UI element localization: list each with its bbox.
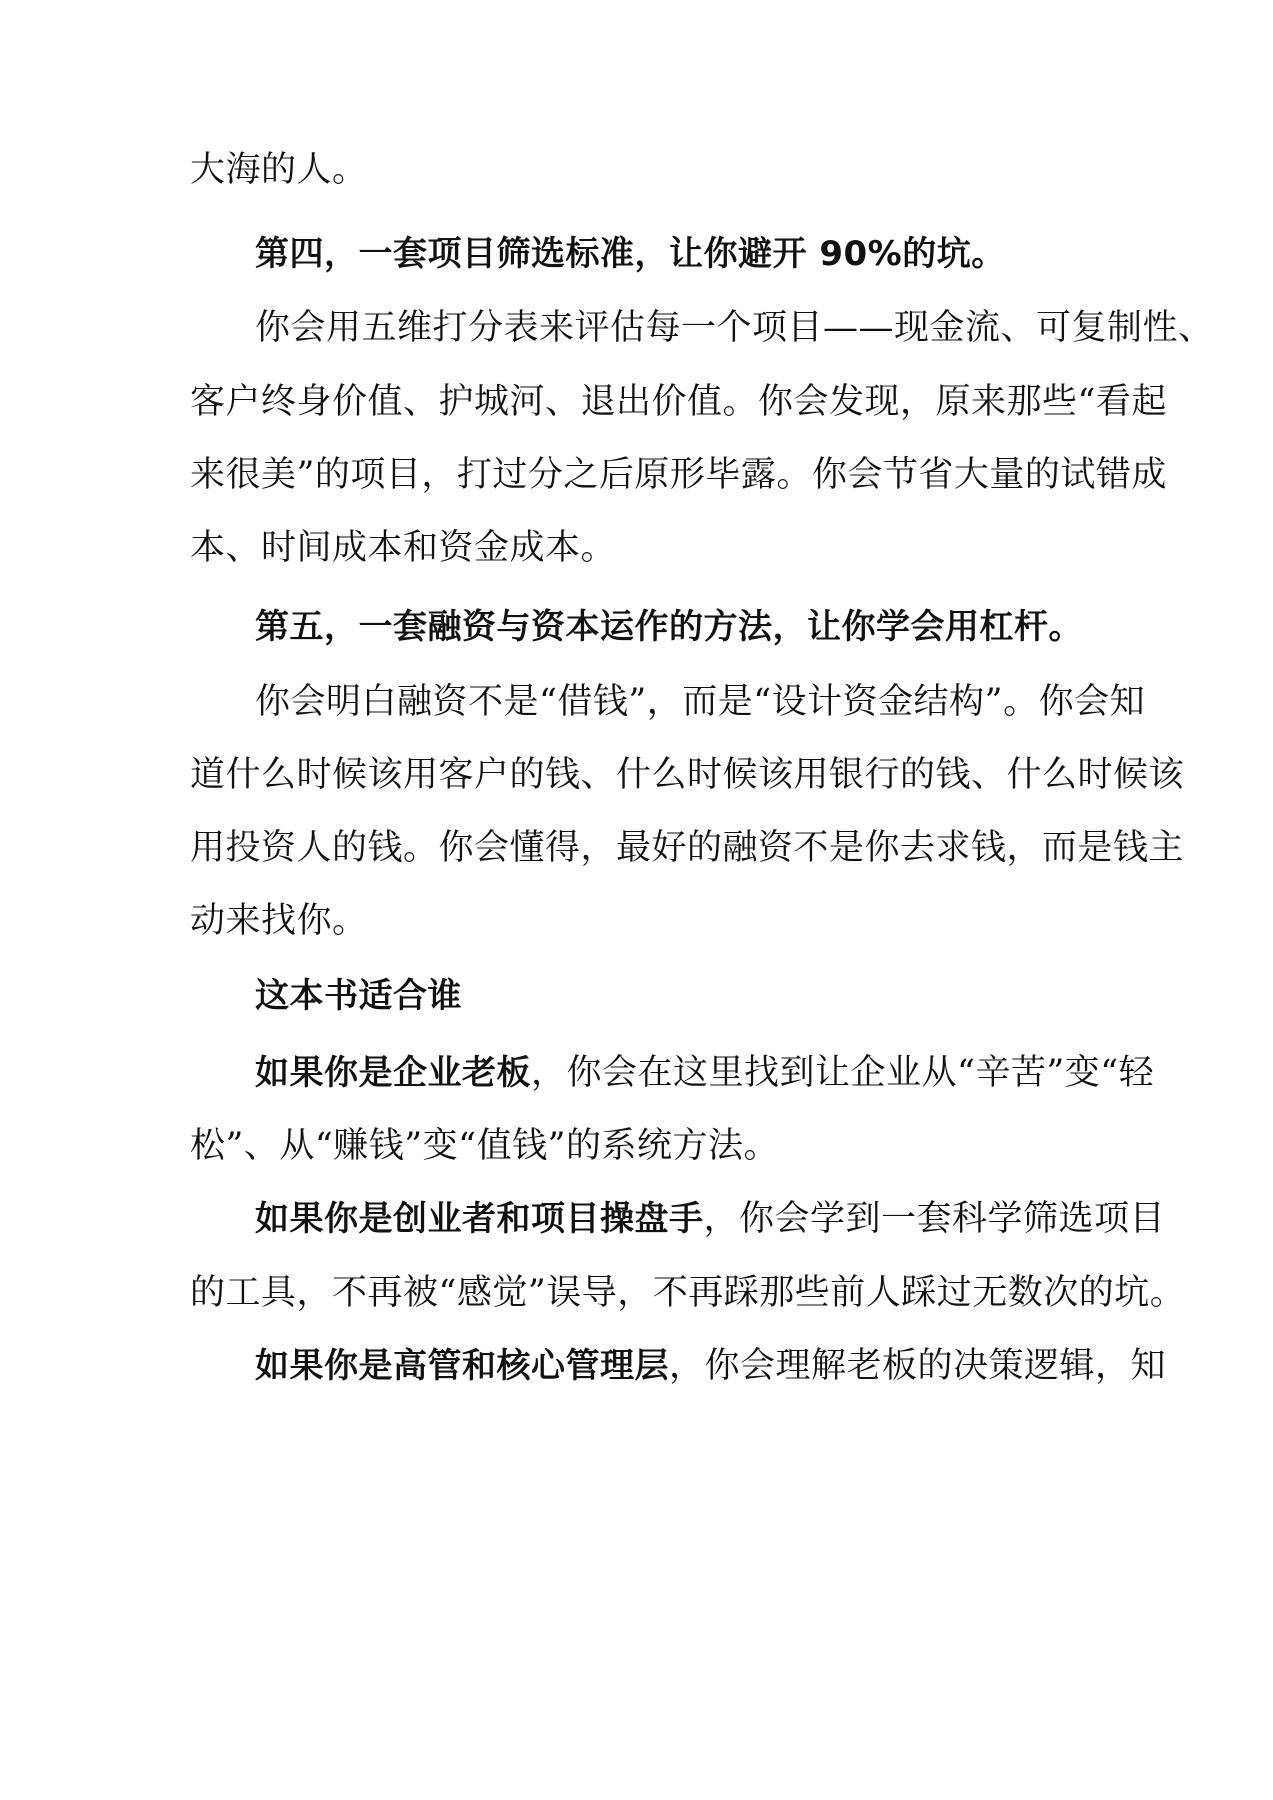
paragraph-line: 大海的人。 bbox=[190, 150, 368, 190]
section-heading-fourth: 第四，一套项目筛选标准，让你避开 90%的坑。 bbox=[255, 234, 1006, 274]
audience-text: ，你会理解老板的决策逻辑，知 bbox=[669, 1346, 1167, 1386]
audience-lead-founder: 如果你是创业者和项目操盘手 bbox=[255, 1199, 704, 1239]
paragraph-line: 来很美”的项目，打过分之后原形毕露。你会节省大量的试错成 bbox=[190, 455, 1167, 495]
paragraph-line: 的工具，不再被“感觉”误导，不再踩那些前人踩过无数次的坑。 bbox=[190, 1273, 1186, 1313]
audience-lead-exec: 如果你是高管和核心管理层 bbox=[255, 1346, 669, 1386]
paragraph-line: 道什么时候该用客户的钱、什么时候该用银行的钱、什么时候该 bbox=[190, 755, 1185, 795]
paragraph-line: 你会用五维打分表来评估每一个项目——现金流、可复制性、 bbox=[255, 308, 1214, 348]
audience-text: ，你会学到一套科学筛选项目 bbox=[703, 1199, 1166, 1239]
paragraph-line: 客户终身价值、护城河、退出价值。你会发现，原来那些“看起 bbox=[190, 382, 1167, 422]
paragraph-line: 你会明白融资不是“借钱”，而是“设计资金结构”。你会知 bbox=[255, 682, 1146, 722]
paragraph-line: 动来找你。 bbox=[190, 901, 368, 941]
audience-paragraph-founder bbox=[255, 1197, 1165, 1241]
paragraph-line: 松”、从“赚钱”变“值钱”的系统方法。 bbox=[190, 1126, 779, 1166]
audience-paragraph-boss bbox=[255, 1051, 1154, 1095]
paragraph-line: 用投资人的钱。你会懂得，最好的融资不是你去求钱，而是钱主 bbox=[190, 828, 1185, 868]
section-heading-audience: 这本书适合谁 bbox=[255, 976, 462, 1016]
paragraph-line: 本、时间成本和资金成本。 bbox=[190, 528, 617, 568]
audience-lead-boss: 如果你是企业老板 bbox=[255, 1053, 531, 1093]
audience-text: ，你会在这里找到让企业从“辛苦”变“轻 bbox=[531, 1053, 1155, 1093]
audience-paragraph-exec bbox=[255, 1344, 1166, 1388]
section-heading-fifth: 第五，一套融资与资本运作的方法，让你学会用杠杆。 bbox=[255, 607, 1083, 647]
